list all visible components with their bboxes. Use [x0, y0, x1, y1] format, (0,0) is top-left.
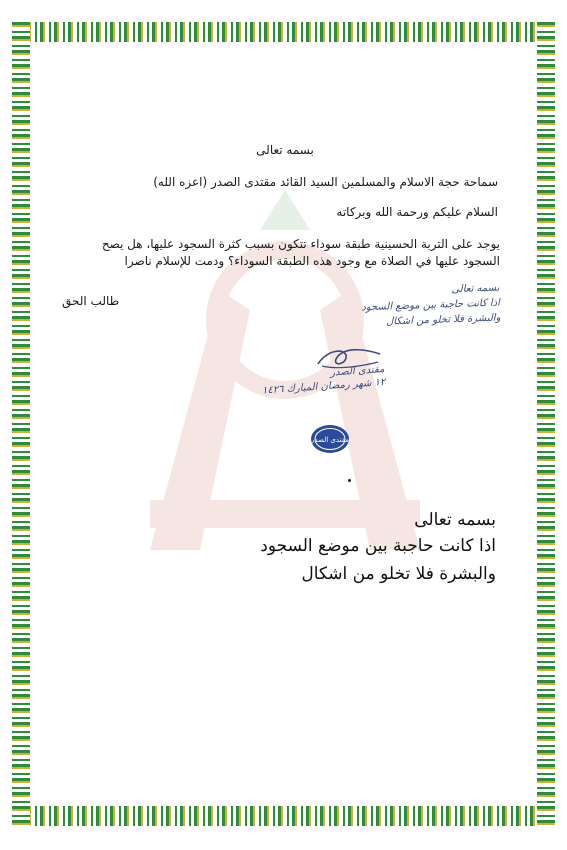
letter-signoff: طالب الحق	[62, 294, 120, 308]
handwritten-line: بسمه تعالى	[451, 282, 500, 296]
decorative-border-bottom	[12, 806, 555, 826]
handwritten-line: اذا كانت حاجبة بين موضع السجود	[361, 297, 501, 314]
handwritten-answer	[299, 281, 500, 333]
dot-mark	[348, 479, 351, 482]
handwritten-line: والبشرة فلا تخلو من اشكال	[385, 312, 501, 328]
official-seal	[310, 424, 350, 454]
signature-date: ١٢ شهر رمضان المبارك ١٤٢٦	[261, 376, 386, 397]
letter-basmala: بسمه تعالى	[256, 143, 314, 157]
answer-line: اذا كانت حاجبة بين موضع السجود	[260, 536, 496, 556]
decorative-border-left	[12, 22, 30, 826]
seal-text: مقتدى الصدر	[311, 436, 349, 444]
decorative-border-top	[12, 22, 555, 42]
answer-line: والبشرة فلا تخلو من اشكال	[301, 564, 496, 584]
signature-name: مقتدى الصدر	[329, 363, 385, 379]
decorative-border-right	[537, 22, 555, 826]
letter-address: سماحة حجة الاسلام والمسلمين السيد القائد مقتدى الصدر (اعزه الله)	[153, 175, 498, 189]
letter-greeting: السلام عليكم ورحمة الله وبركاته	[336, 205, 498, 219]
answer-basmala: بسمه تعالى	[414, 510, 496, 530]
watermark-logo	[110, 170, 460, 550]
letter-question: يوجد على التربة الحسينية طبقة سوداء تتكون بسبب كثرة السجود عليها، هل يصح السجود عليها في الصلاة مع وجود هذه الطبقة السوداء؟ ودمت للإسلام ناصرا	[101, 237, 500, 268]
